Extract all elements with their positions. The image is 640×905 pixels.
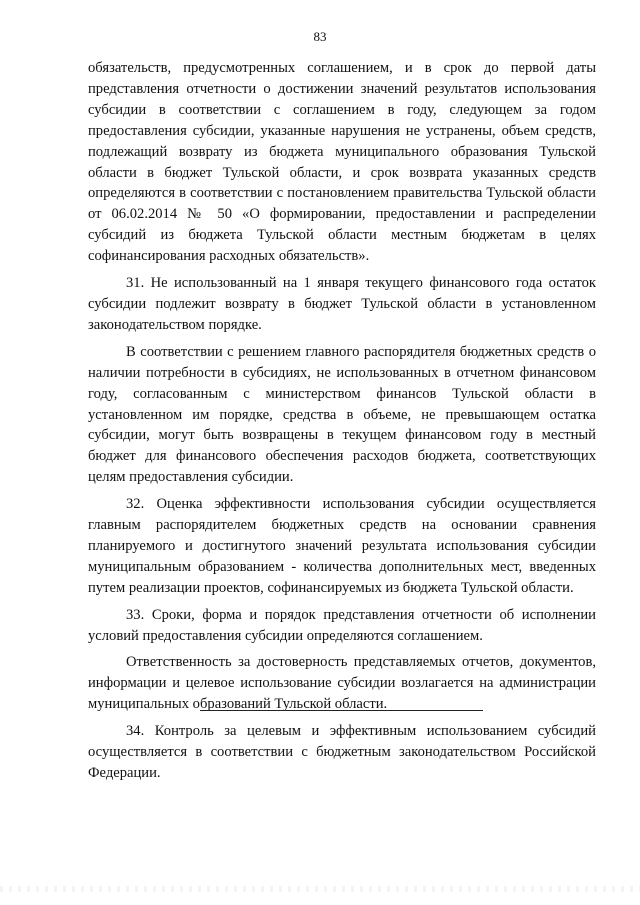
- paragraph-item-33: 33. Сроки, форма и порядок представления отчетности об исполнении условий предоставления субсидии определяются соглашением.: [88, 606, 596, 644]
- paragraph-item-32: 32. Оценка эффективности использования субсидии осуществляется главным распорядителем бюджетных средств на основании сравнения планируемого и достигнутого значений результата использования субсидии муниципальным образованием - количества дополнительных мест, введенных путем реализации проектов, софинансируемых из бюджета Тульской области.: [88, 496, 596, 596]
- paragraph-return-decision: В соответствии с решением главного распорядителя бюджетных средств о наличии потребности в субсидиях, не использованных в отчетном финансовом году, согласованным с министерством финансов Тульской области в установленном им порядке, средства в объеме, не превышающем остатка субсидии, могут быть возвращены в текущем финансовом году в местный бюджет для финансового обеспечения расходов бюджета, соответствующих целям предоставления субсидии.: [88, 343, 596, 486]
- paragraph-item-31: 31. Не использованный на 1 января текущего финансового года остаток субсидии подлежит возврату в бюджет Тульской области в установленном законодательством порядке.: [88, 275, 596, 333]
- paragraph-item-34: 34. Контроль за целевым и эффективным использованием субсидий осуществляется в соответствии с бюджетным законодательством Российской Федерации.: [88, 723, 596, 781]
- page-number: 83: [313, 29, 327, 44]
- end-divider-line: [200, 710, 483, 711]
- paragraph-continuation: обязательств, предусмотренных соглашением, и в срок до первой даты представления отчетности о достижении значений результатов использования субсидии в соответствии с соглашением в году, следующем за годом предоставления субсидии, указанные нарушения не устранены, объем средств, подлежащий возврату из бюджета муниципального образования Тульской области в бюджет Тульской области, и срок возврата указанных средств определяются в соответствии с постановлением правительства Тульской области от 06.02.2014 № 50 «О формировании, предоставлении и распределении субсидий из бюджета Тульской области местным бюджетам в целях софинансирования расходных обязательств».: [88, 60, 596, 265]
- document-body: [88, 58, 596, 790]
- paragraph-responsibility: Ответственность за достоверность представляемых отчетов, документов, информации и целевое использование субсидии возлагается на администрации муниципальных образований Тульской области.: [88, 654, 596, 713]
- scan-artifact-strip: [0, 886, 640, 892]
